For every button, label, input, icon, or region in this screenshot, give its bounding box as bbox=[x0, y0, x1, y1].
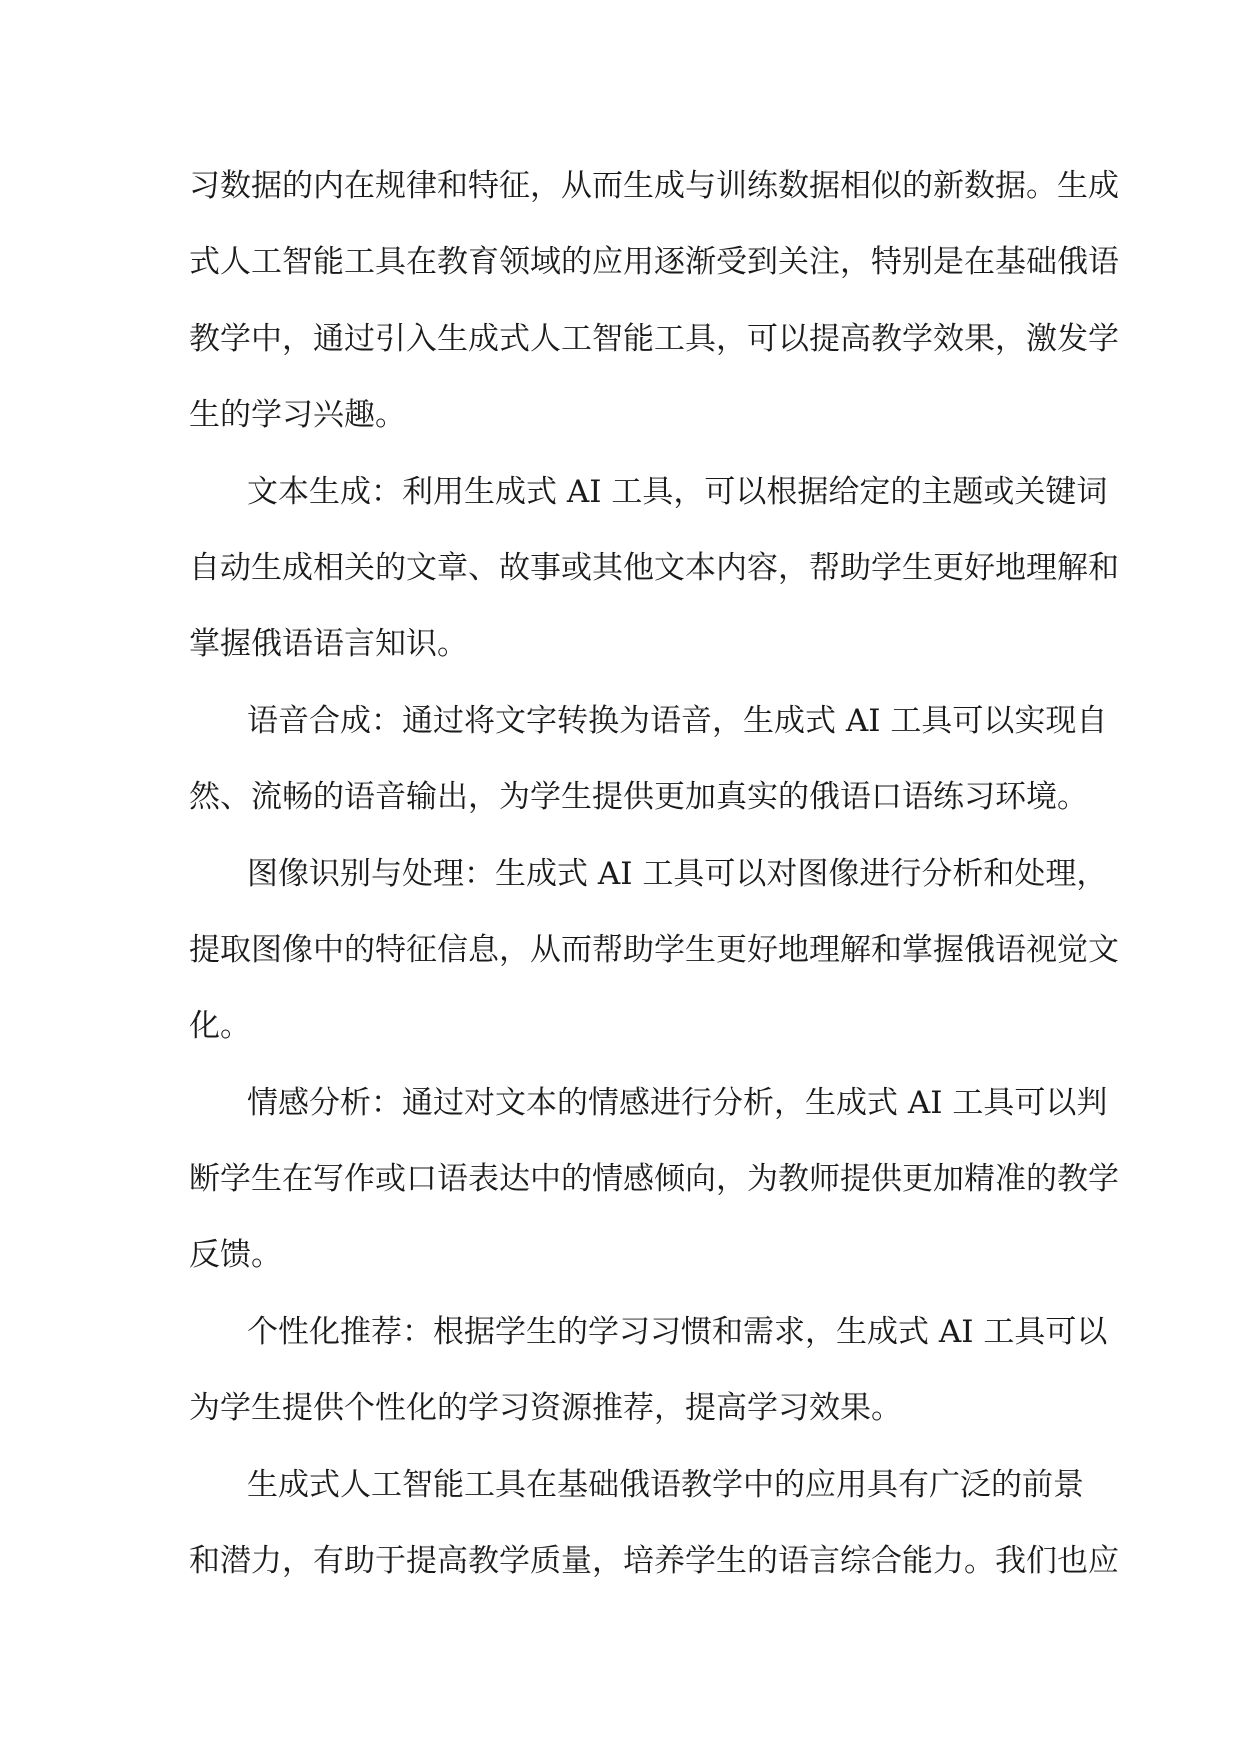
paragraph-line: 生成式人工智能工具在基础俄语教学中的应用具有广泛的前景 bbox=[247, 1466, 1084, 1503]
paragraph-line: 语音合成：通过将文字转换为语音，生成式 AI 工具可以实现自 bbox=[247, 702, 1108, 739]
paragraph-line: 自动生成相关的文章、故事或其他文本内容，帮助学生更好地理解和 bbox=[189, 549, 1119, 586]
paragraph-line: 生的学习兴趣。 bbox=[189, 397, 406, 434]
paragraph-line: 教学中，通过引入生成式人工智能工具，可以提高教学效果，激发学 bbox=[189, 320, 1119, 357]
paragraph-line: 图像识别与处理：生成式 AI 工具可以对图像进行分析和处理， bbox=[247, 855, 1108, 892]
paragraph-line: 情感分析：通过对文本的情感进行分析，生成式 AI 工具可以判 bbox=[247, 1084, 1108, 1121]
paragraph-line: 为学生提供个性化的学习资源推荐，提高学习效果。 bbox=[189, 1390, 902, 1427]
paragraph-line: 反馈。 bbox=[189, 1237, 282, 1274]
paragraph-line: 式人工智能工具在教育领域的应用逐渐受到关注，特别是在基础俄语 bbox=[189, 244, 1119, 281]
paragraph-line: 个性化推荐：根据学生的学习习惯和需求，生成式 AI 工具可以 bbox=[247, 1313, 1108, 1350]
paragraph-line: 和潜力，有助于提高教学质量，培养学生的语言综合能力。我们也应 bbox=[189, 1543, 1119, 1580]
paragraph-line: 化。 bbox=[189, 1008, 251, 1045]
document-body bbox=[189, 148, 1119, 1599]
paragraph-line: 掌握俄语语言知识。 bbox=[189, 626, 468, 663]
paragraph-line: 然、流畅的语音输出，为学生提供更加真实的俄语口语练习环境。 bbox=[189, 779, 1088, 816]
paragraph-line: 断学生在写作或口语表达中的情感倾向，为教师提供更加精准的教学 bbox=[189, 1161, 1119, 1198]
paragraph-line: 习数据的内在规律和特征，从而生成与训练数据相似的新数据。生成 bbox=[189, 168, 1119, 204]
paragraph-line: 文本生成：利用生成式 AI 工具，可以根据给定的主题或关键词 bbox=[247, 473, 1108, 510]
paragraph-line: 提取图像中的特征信息，从而帮助学生更好地理解和掌握俄语视觉文 bbox=[189, 931, 1119, 968]
